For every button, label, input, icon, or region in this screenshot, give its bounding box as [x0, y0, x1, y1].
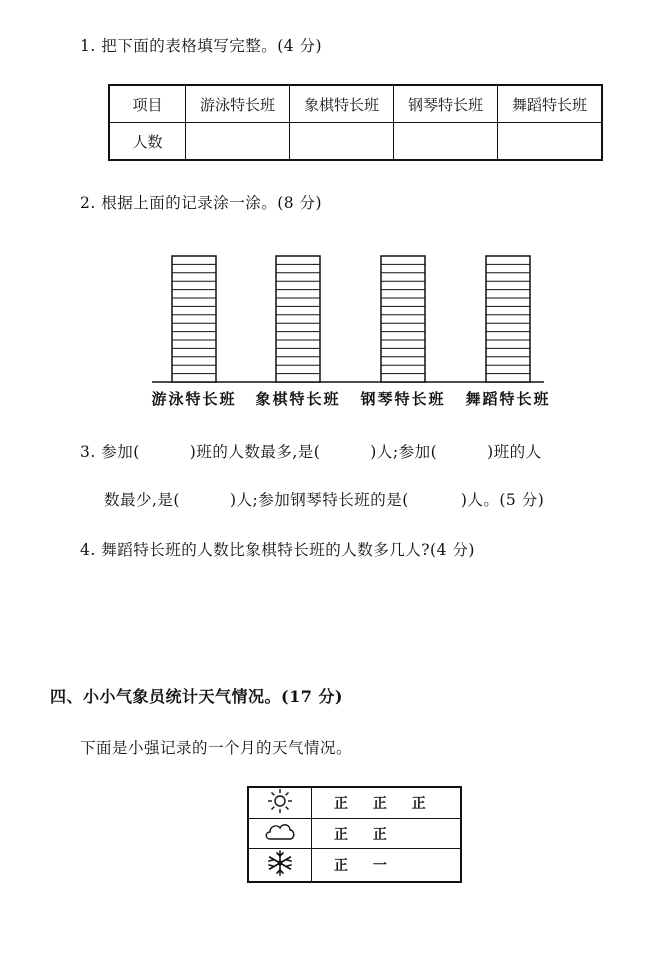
class-count-table [108, 84, 603, 161]
answer-cell-dance[interactable] [498, 123, 603, 161]
grid-bar-3[interactable] [381, 256, 425, 382]
grid-bar-2[interactable] [276, 256, 320, 382]
q3-line2 [104, 488, 544, 510]
weather-row-sunny [248, 787, 461, 819]
grid-bar-4[interactable] [486, 256, 530, 382]
q3-line1 [80, 440, 542, 462]
table-col-piano: 钢琴特长班 [394, 85, 498, 123]
tally-snowy: 正 一 [312, 849, 462, 883]
q4-answer-area[interactable] [80, 570, 640, 670]
table-col-dance: 舞蹈特长班 [498, 85, 603, 123]
q3-text-1a: 3. 参加( [80, 443, 140, 461]
answer-cell-swimming[interactable] [186, 123, 290, 161]
table-row-label: 人数 [109, 123, 186, 161]
chart-label-2: 象棋特长班 [255, 390, 341, 408]
tally-sunny: 正 正 正 [312, 787, 462, 819]
q2-prompt: 2. 根据上面的记录涂一涂。(8 分) [80, 194, 323, 212]
q3-text-2a: 数最少,是( [104, 491, 180, 509]
chart-label-3: 钢琴特长班 [360, 390, 446, 408]
answer-cell-piano[interactable] [394, 123, 498, 161]
table-col-swimming: 游泳特长班 [186, 85, 290, 123]
q3-text-1b: )班的人数最多,是( [189, 443, 321, 461]
answer-cell-chess[interactable] [290, 123, 394, 161]
snowflake-icon [248, 849, 312, 883]
q3-text-2b: )人;参加钢琴特长班的是( [229, 491, 409, 509]
grid-bar-1[interactable] [172, 256, 216, 382]
weather-row-snowy [248, 849, 461, 883]
tally-cloudy: 正 正 [312, 819, 462, 849]
section4-heading: 四、小小气象员统计天气情况。(17 分) [50, 687, 343, 706]
q3-text-1d: )班的人 [487, 443, 542, 461]
q3-text-1c: )人;参加( [370, 443, 438, 461]
weather-row-cloudy [248, 819, 461, 849]
q3-text-2c: )人。(5 分) [460, 491, 545, 509]
table-col-chess: 象棋特长班 [290, 85, 394, 123]
q1-prompt: 1. 把下面的表格填写完整。(4 分) [80, 37, 323, 55]
chart-label-1: 游泳特长班 [151, 390, 237, 408]
sun-icon [248, 787, 312, 819]
weather-tally-table [247, 786, 462, 883]
q4-prompt: 4. 舞蹈特长班的人数比象棋特长班的人数多几人?(4 分) [80, 541, 475, 559]
bar-chart-grid [140, 236, 560, 416]
cloud-icon [248, 819, 312, 849]
chart-label-4: 舞蹈特长班 [465, 390, 551, 408]
table-header-label: 项目 [109, 85, 186, 123]
section4-intro: 下面是小强记录的一个月的天气情况。 [80, 739, 353, 757]
